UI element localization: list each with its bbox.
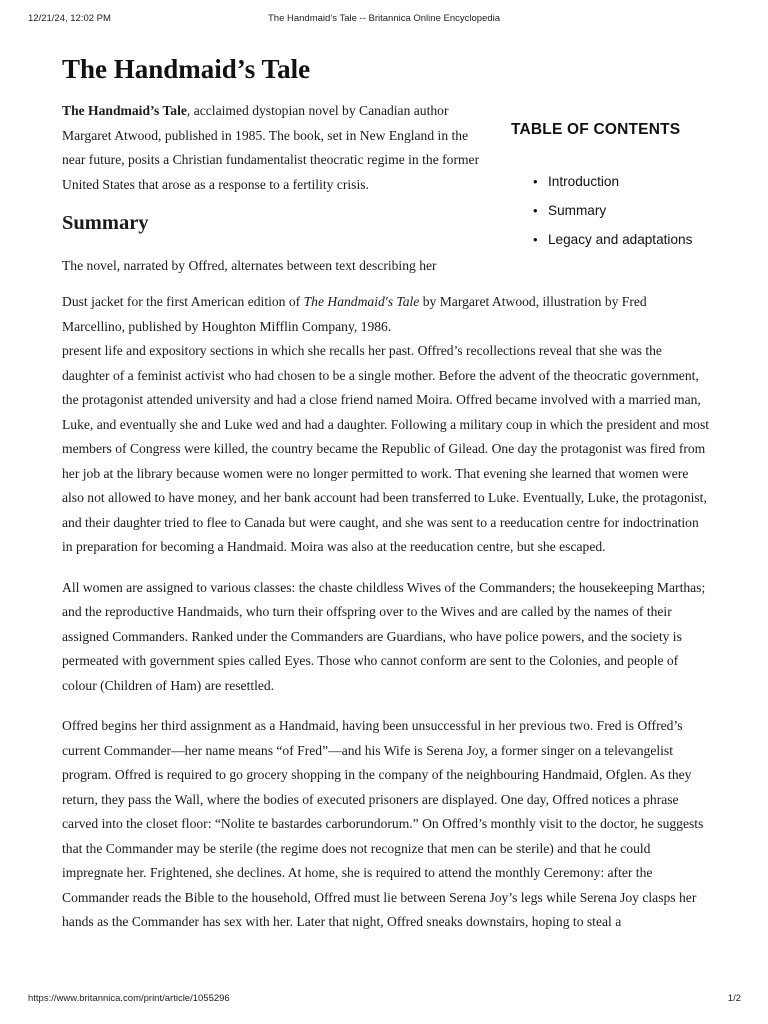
bullet-icon: • — [533, 203, 538, 218]
toc-list — [511, 167, 741, 254]
body-paragraph: present life and expository sections in which she recalls her past. Offred’s recollections reveal that she was the daughter of a feminist activist who had chosen to be a single mother. Before the advent of the theocratic government, the protagonist attended university and had a close friend named Moira. Offred became involved with a married man, Luke, and eventually she and Luke wed and had a daughter. Following a military coup in which the president and most members of Congress were killed, the country became the Republic of Gilead. One day the protagonist was fired from her job at the library because women were no longer permitted to work. That evening she learned that women were also not allowed to have money, and her bank account had been transferred to Luke. Eventually, Luke, the protagonist, and their daughter tried to flee to Canada but were caught, and she was sent to a reeducation centre for indoctrination in preparation for becoming a Handmaid. Moira was also at the reeducation centre, but she escaped. — [62, 343, 710, 554]
caption-text-after: by Margaret Atwood, illustration by Fred Marcellino, published by Houghton Mifflin Company, 1986. — [62, 294, 647, 334]
bullet-icon: • — [533, 174, 538, 189]
intro-lead-term: The Handmaid’s Tale — [62, 103, 187, 118]
toc-item-introduction[interactable] — [511, 167, 741, 196]
toc-item-label: Legacy and adaptations — [548, 232, 693, 247]
image-caption — [62, 290, 710, 339]
page-title: The Handmaid’s Tale — [62, 54, 311, 84]
toc-heading: TABLE OF CONTENTS — [511, 121, 681, 138]
body-paragraph: All women are assigned to various classes: the chaste childless Wives of the Commanders; the housekeeping Marthas; and the reproductive Handmaids, who turn their offspring over to the Wives and are called by the names of their assigned Commanders. Ranked under the Commanders are Guardians, who have police powers, and the society is permeated with government spies called Eyes. Those who cannot conform are sent to the Colonies, and people of colour (Children of Ham) are resettled. — [62, 579, 706, 693]
body-paragraph: Offred begins her third assignment as a Handmaid, having been unsuccessful in her previous two. Fred is Offred’s current Commander—her name means “of Fred”—and his Wife is Serena Joy, a former singer on a televangelist program. Offred is required to go grocery shopping in the company of the neighbouring Handmaid, Ofglen. As they return, they pass the Wall, where the bodies of executed prisoners are displayed. One day, Offred notices a phrase carved into the closet floor: “Nolite te bastardes carborundorum.” On Offred’s monthly visit to the doctor, he suggests that the Commander may be sterile (the regime does not recognize that men can be sterile) and that he could impregnate her. Frightened, she declines. At home, she is required to attend the monthly Ceremony: after the Commander reads the Bible to the household, Offred must lie between Serena Joy’s legs while Serena Joy clasps her hands as the Commander has sex with her. Later that night, Offred sneaks downstairs, hoping to steal a — [62, 718, 704, 929]
caption-book-title: The Handmaid's Tale — [303, 294, 420, 309]
caption-text-before: Dust jacket for the first American edition of — [62, 294, 304, 309]
toc-item-label: Summary — [548, 203, 607, 218]
print-url: https://www.britannica.com/print/article/1055296 — [28, 993, 230, 1004]
summary-first-line: The novel, narrated by Offred, alternates between text describing her — [62, 258, 437, 273]
print-datetime: 12/21/24, 12:02 PM — [28, 13, 111, 24]
print-footer — [0, 993, 768, 1007]
article-body — [62, 290, 710, 951]
summary-heading: Summary — [62, 212, 149, 234]
toc-item-legacy[interactable] — [511, 225, 741, 254]
print-header — [0, 13, 768, 27]
toc-item-label: Introduction — [548, 174, 620, 189]
bullet-icon: • — [533, 232, 538, 247]
page-indicator: 1/2 — [727, 993, 741, 1004]
table-of-contents — [511, 119, 741, 254]
intro-section — [62, 99, 486, 197]
intro-paragraph — [62, 99, 486, 197]
print-document-title: The Handmaid’s Tale -- Britannica Online Encyclopedia — [268, 13, 500, 24]
intro-text: , acclaimed dystopian novel by Canadian author Margaret Atwood, published in 1985. The book, set in New England in the near future, posits a Christian fundamentalist theocratic regime in the former United States that arose as a response to a fertility crisis. — [62, 103, 480, 192]
toc-item-summary[interactable] — [511, 196, 741, 225]
